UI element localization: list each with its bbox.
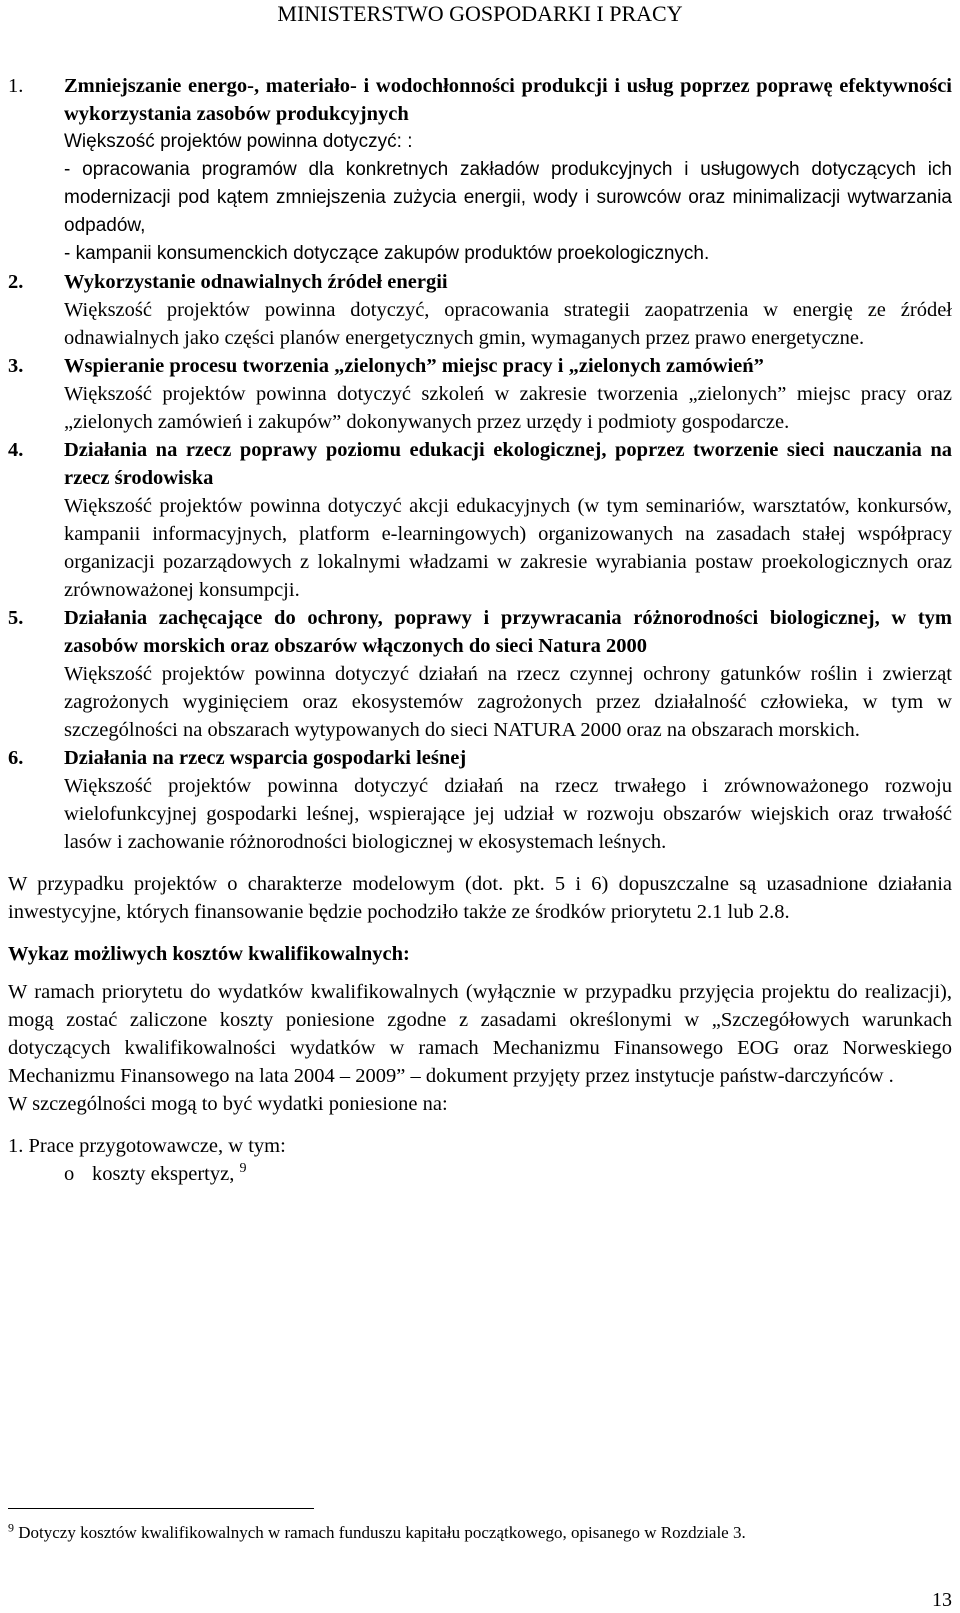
section-number: 6. bbox=[8, 747, 24, 769]
section-bullet: - kampanii konsumenckich dotyczące zakupów produktów proekologicznych. bbox=[64, 243, 710, 264]
model-projects-paragraph: W przypadku projektów o charakterze modelowym (dot. pkt. 5 i 6) dopuszczalne są uzasadnione działania inwestycyjne, których finansowanie będzie pochodziło także ze środków priorytetu 2.1 lub 2.8. bbox=[8, 873, 952, 923]
section-title: Działania zachęcające do ochrony, poprawy i przywracania różnorodności biologicznej, w tym zasobów morskich oraz obszarów włączonych do sieci Natura 2000 bbox=[64, 607, 952, 657]
footnote-text: Dotyczy kosztów kwalifikowalnych w ramach funduszu kapitału początkowego, opisanego w Rozdziale 3. bbox=[18, 1523, 746, 1542]
section-number: 3. bbox=[8, 355, 24, 377]
footnote-number: 9 bbox=[8, 1520, 14, 1535]
section-body: Większość projektów powinna dotyczyć działań na rzecz trwałego i zrównoważonego rozwoju wielofunkcyjnej gospodarki leśnej, wspierające jej udział w rozwoju obszarów wiejskich oraz trwałość lasów i zachowanie różnorodności biologicznej w ekosystemach leśnych. bbox=[64, 775, 952, 853]
costs-paragraph: W ramach priorytetu do wydatków kwalifikowalnych (wyłącznie w przypadku przyjęcia projektu do realizacji), mogą zostać zaliczone koszty poniesione zgodne z zasadami określonymi w „Szczegółowych warunkach dotyczących kwalifikowalności wydatków w ramach Mechanizmu Finansowego EOG oraz Norweskiego Mechanizmu Finansowego na lata 2004 – 2009” – dokument przyjęty przez instytucje państw-darczyńców . bbox=[8, 981, 952, 1087]
section-5 bbox=[8, 604, 952, 744]
section-title: Zmniejszanie energo-, materiało- i wodochłonności produkcji i usług poprzez poprawę efektywności wykorzystania zasobów produkcyjnych bbox=[64, 75, 952, 125]
section-title: Wspieranie procesu tworzenia „zielonych” miejsc pracy i „zielonych zamówień” bbox=[64, 355, 764, 377]
section-3 bbox=[8, 352, 952, 436]
costs-heading: Wykaz możliwych kosztów kwalifikowalnych: bbox=[8, 943, 410, 965]
page-number: 13 bbox=[932, 1589, 952, 1611]
footnote-reference[interactable]: 9 bbox=[239, 1161, 247, 1177]
section-title: Działania na rzecz wsparcia gospodarki leśnej bbox=[64, 747, 467, 769]
section-1 bbox=[8, 72, 952, 268]
section-title: Działania na rzecz poprawy poziomu edukacji ekologicznej, poprzez tworzenie sieci nauczania na rzecz środowiska bbox=[64, 439, 952, 489]
section-2 bbox=[8, 268, 952, 352]
subitem-text: koszty ekspertyz, bbox=[92, 1163, 235, 1185]
section-body: Większość projektów powinna dotyczyć akcji edukacyjnych (w tym seminariów, warsztatów, konkursów, kampanii informacyjnych, platform e-learningowych) organizowanych na zasadach stałej współpracy organizacji pozarządowych z lokalnymi władzami w zakresie wyrabiania postaw proekologicznych oraz zrównoważonej konsumpcji. bbox=[64, 495, 952, 601]
list-item: 1. Prace przygotowawcze, w tym: bbox=[8, 1135, 286, 1157]
list-subitem bbox=[8, 1160, 952, 1188]
footnote-separator bbox=[8, 1508, 314, 1509]
costs-intro: W szczególności mogą to być wydatki poniesione na: bbox=[8, 1093, 448, 1115]
section-number: 5. bbox=[8, 607, 24, 629]
ministry-title: MINISTERSTWO GOSPODARKI I PRACY bbox=[277, 1, 683, 26]
section-body: Większość projektów powinna dotyczyć, opracowania strategii zaopatrzenia w energię ze źródeł odnawialnych jako części planów energetycznych gmin, wymaganych przez prawo energetyczne. bbox=[64, 299, 952, 349]
section-number: 1. bbox=[8, 75, 24, 97]
section-number: 2. bbox=[8, 271, 24, 293]
section-intro: Większość projektów powinna dotyczyć: : bbox=[64, 131, 413, 152]
section-body: Większość projektów powinna dotyczyć działań na rzecz czynnej ochrony gatunków roślin i zwierząt zagrożonych wyginięciem oraz ekosystemów zagrożonych przez działalność człowieka, w tym w szczególności na obszarach wytypowanych do sieci NATURA 2000 oraz na obszarach morskich. bbox=[64, 663, 952, 741]
section-number: 4. bbox=[8, 439, 24, 461]
bullet-marker: o bbox=[64, 1163, 75, 1185]
section-body: Większość projektów powinna dotyczyć szkoleń w zakresie tworzenia „zielonych” miejsc pracy oraz „zielonych zamówień i zakupów” dokonywanych przez urzędy i podmioty gospodarcze. bbox=[64, 383, 952, 433]
footnote bbox=[8, 1522, 952, 1544]
section-bullet: - opracowania programów dla konkretnych zakładów produkcyjnych i usługowych dotyczących ich modernizacji pod kątem zmniejszenia zużycia energii, wody i surowców oraz minimalizacji wytwarzania odpadów, bbox=[64, 159, 952, 236]
section-4 bbox=[8, 436, 952, 604]
section-6 bbox=[8, 744, 952, 856]
section-title: Wykorzystanie odnawialnych źródeł energii bbox=[64, 271, 448, 293]
main-content bbox=[8, 72, 952, 1188]
page-header bbox=[0, 0, 960, 28]
